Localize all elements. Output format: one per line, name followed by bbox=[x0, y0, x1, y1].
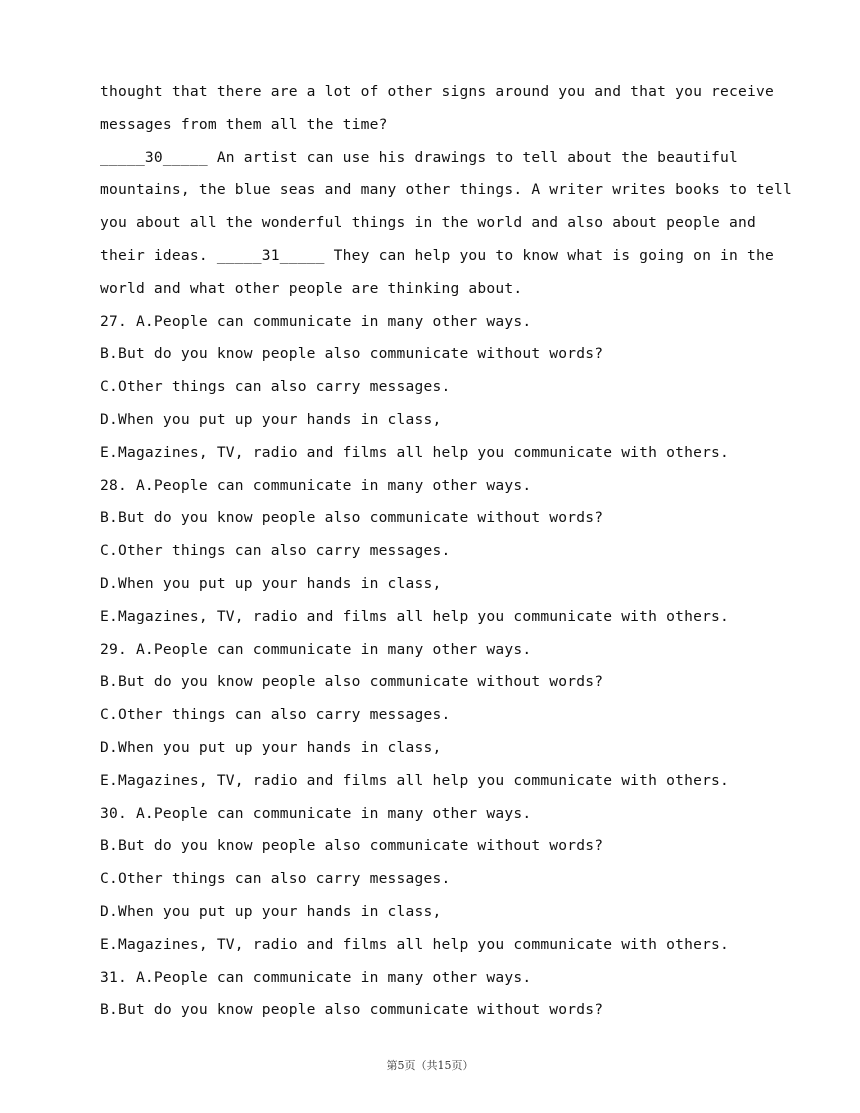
question-29-option-e: E.Magazines, TV, radio and films all help you communicate with others. bbox=[100, 771, 730, 789]
passage-line: world and what other people are thinking about. bbox=[100, 279, 523, 297]
question-27-option-a: 27. A.People can communicate in many other ways. bbox=[100, 312, 532, 330]
question-28-option-e: E.Magazines, TV, radio and films all help you communicate with others. bbox=[100, 607, 730, 625]
question-30-option-e: E.Magazines, TV, radio and films all help you communicate with others. bbox=[100, 935, 730, 953]
question-31-option-b: B.But do you know people also communicate without words? bbox=[100, 1001, 604, 1019]
question-28-option-c: C.Other things can also carry messages. bbox=[100, 542, 451, 560]
passage-line: messages from them all the time? bbox=[100, 115, 388, 133]
question-28-option-d: D.When you put up your hands in class, bbox=[100, 574, 442, 592]
question-29-option-b: B.But do you know people also communicate without words? bbox=[100, 673, 604, 691]
page-number-footer: 第5页（共15页） bbox=[386, 1059, 474, 1072]
question-29-option-a: 29. A.People can communicate in many other ways. bbox=[100, 640, 532, 658]
passage-line: thought that there are a lot of other signs around you and that you receive bbox=[100, 83, 774, 100]
question-29-option-d: D.When you put up your hands in class, bbox=[100, 738, 442, 756]
page-body bbox=[100, 76, 792, 1027]
question-31-option-a: 31. A.People can communicate in many other ways. bbox=[100, 968, 532, 986]
question-27-option-d: D.When you put up your hands in class, bbox=[100, 410, 442, 428]
passage-line: you about all the wonderful things in the world and also about people and bbox=[100, 214, 756, 232]
passage-line: mountains, the blue seas and many other things. A writer writes books to tell bbox=[100, 181, 792, 199]
question-27-option-e: E.Magazines, TV, radio and films all help you communicate with others. bbox=[100, 443, 730, 461]
question-28-option-b: B.But do you know people also communicate without words? bbox=[100, 509, 604, 527]
question-27-option-c: C.Other things can also carry messages. bbox=[100, 378, 451, 396]
question-30-option-a: 30. A.People can communicate in many other ways. bbox=[100, 804, 532, 822]
question-30-option-d: D.When you put up your hands in class, bbox=[100, 902, 442, 920]
question-29-option-c: C.Other things can also carry messages. bbox=[100, 706, 451, 724]
question-30-option-b: B.But do you know people also communicate without words? bbox=[100, 837, 604, 855]
passage-line: _____30_____ An artist can use his drawings to tell about the beautiful bbox=[100, 148, 739, 166]
question-27-option-b: B.But do you know people also communicate without words? bbox=[100, 345, 604, 363]
question-30-option-c: C.Other things can also carry messages. bbox=[100, 870, 451, 888]
question-28-option-a: 28. A.People can communicate in many other ways. bbox=[100, 476, 532, 494]
passage-line: their ideas. _____31_____ They can help you to know what is going on in the bbox=[100, 246, 774, 264]
